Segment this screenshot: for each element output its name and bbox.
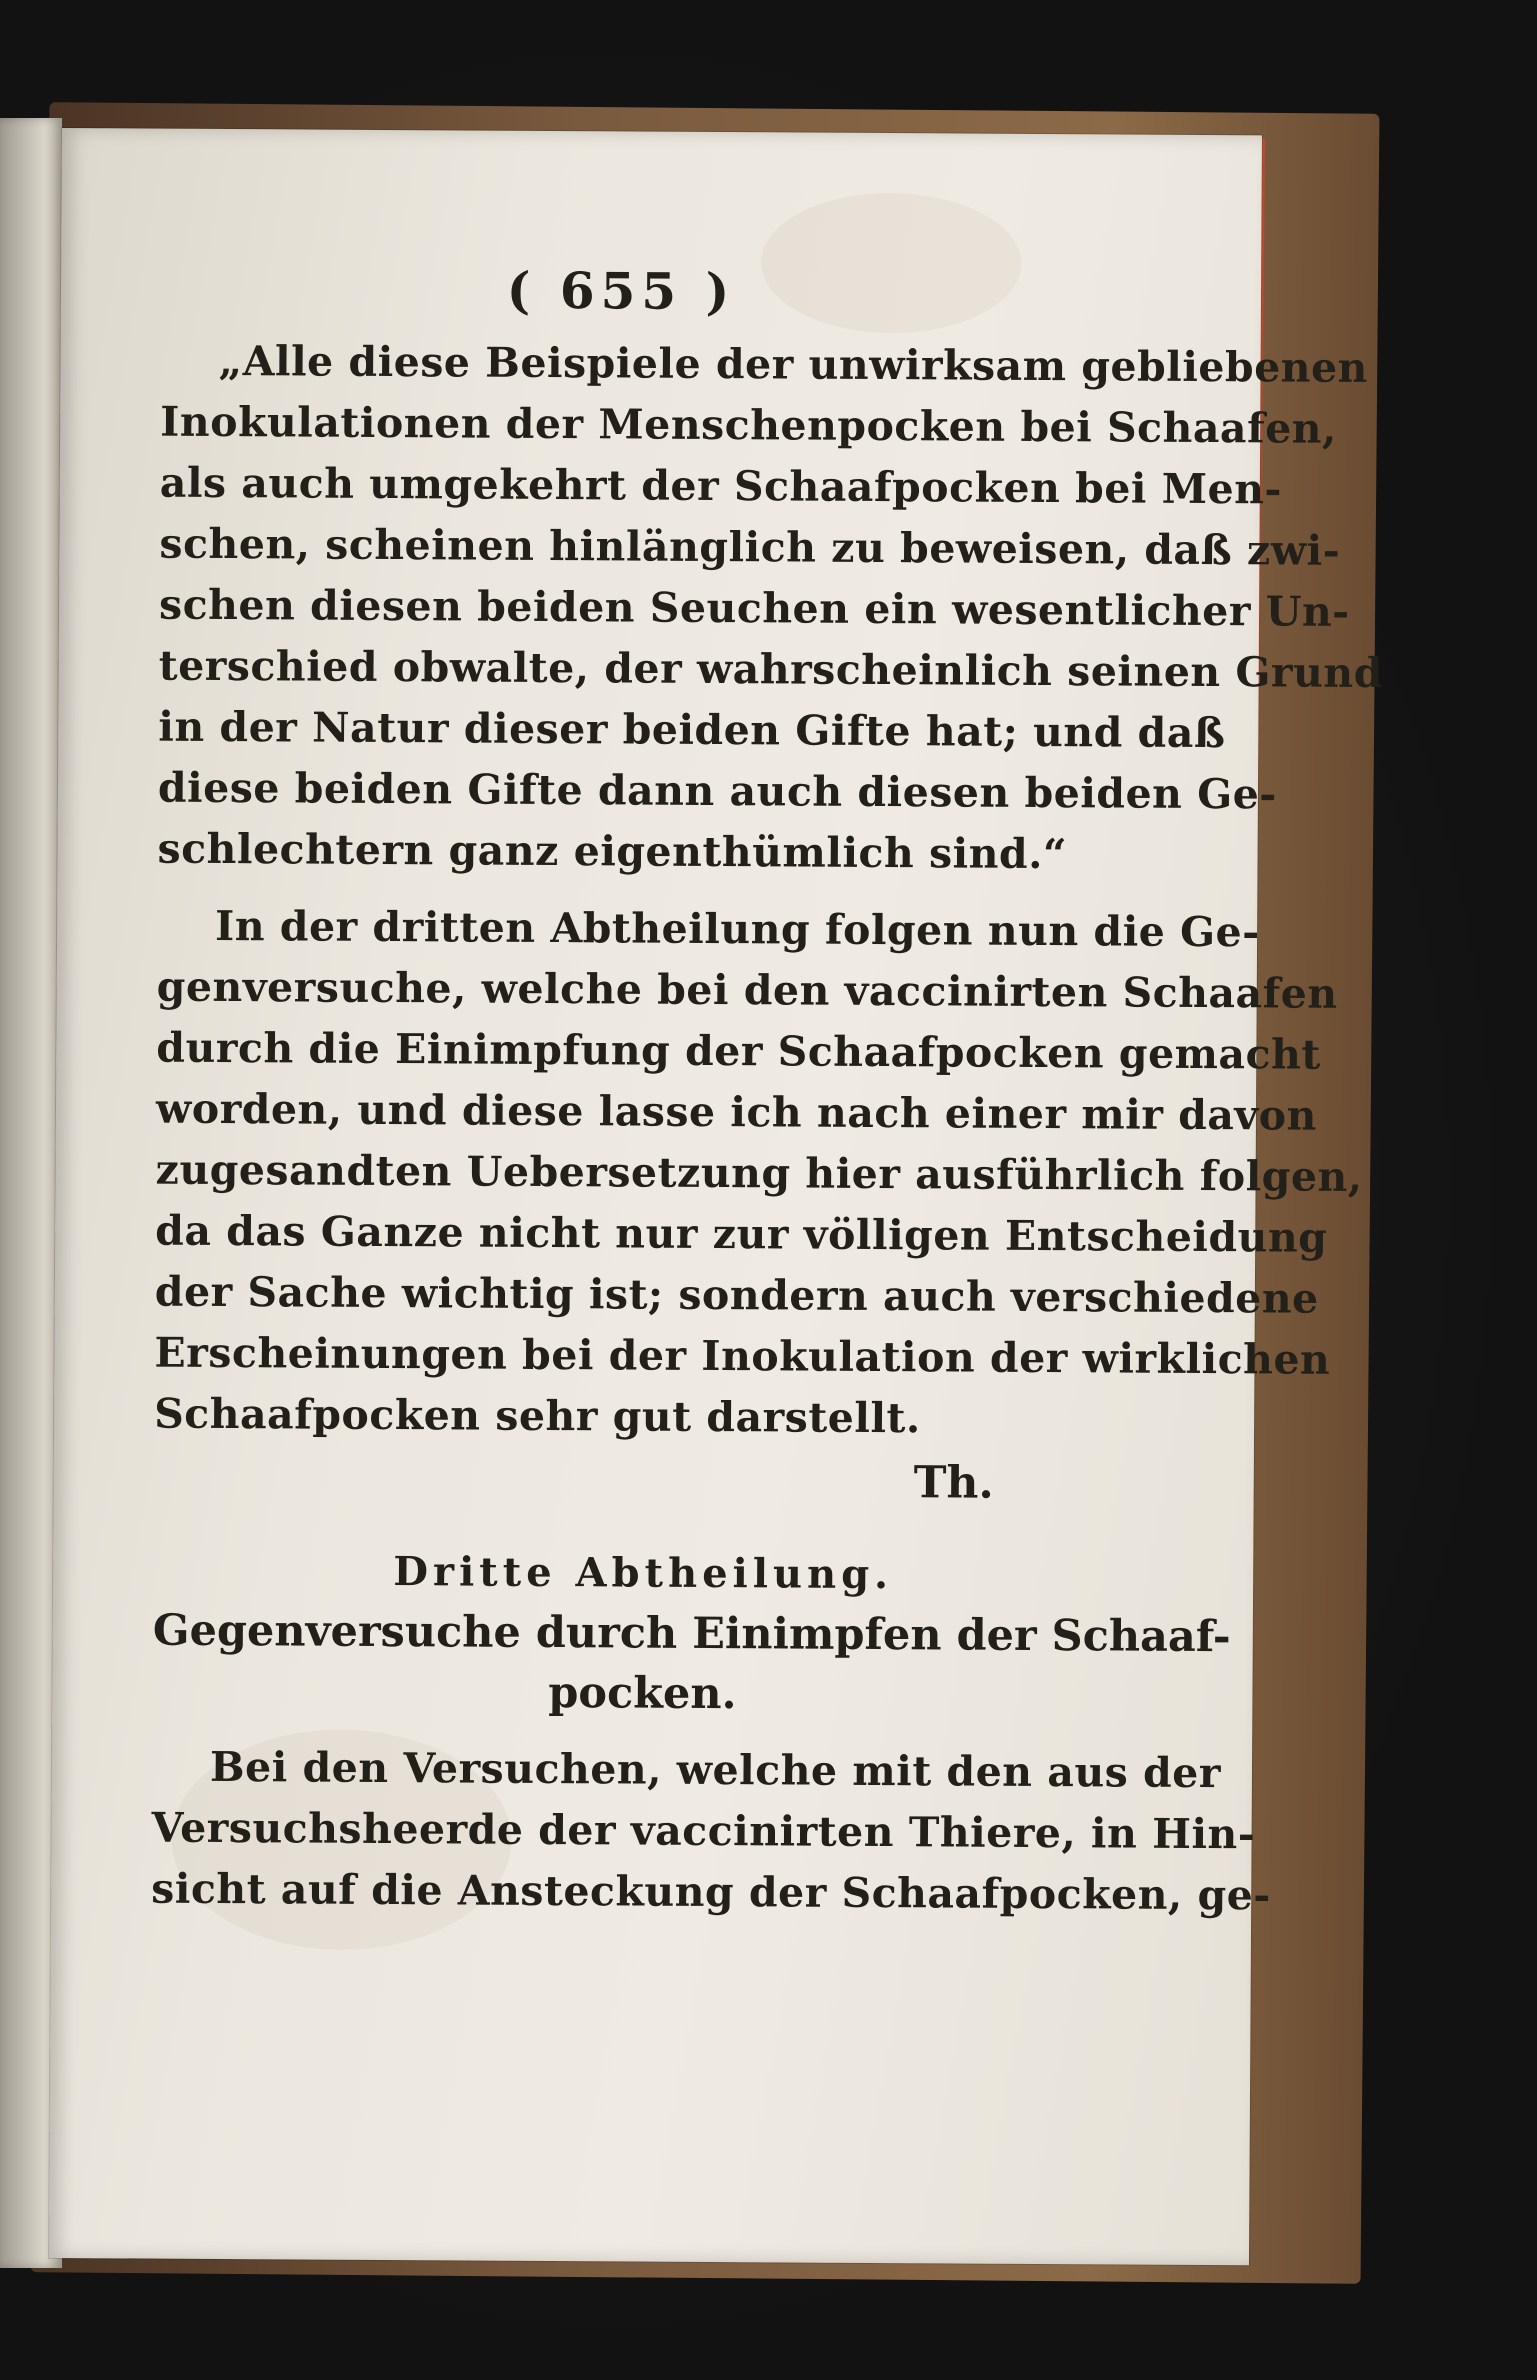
text-line: Versuchsheerde der vaccinirten Thiere, in Hin- xyxy=(151,1803,1256,1859)
body-paragraph xyxy=(154,896,1363,1451)
text-line: schlechtern ganz eigenthümlich sind.“ xyxy=(157,824,1068,879)
text-line: schen diesen beiden Seuchen ein wesentlicher Un- xyxy=(158,580,1350,636)
text-line: durch die Einimpfung der Schaafpocken gemacht xyxy=(156,1023,1321,1079)
page-number: ( 655 ) xyxy=(506,260,736,322)
section-subtitle: Gegenversuche durch Einimpfen der Schaaf- xyxy=(152,1605,1231,1663)
text-line: Schaafpocken sehr gut darstellt. xyxy=(154,1389,921,1443)
text-line: genversuche, welche bei den vaccinirten Schaafen xyxy=(156,962,1338,1018)
text-line: terschied obwalte, der wahrscheinlich seinen Grund xyxy=(158,641,1383,698)
section-title: Dritte Abtheilung. xyxy=(393,1548,894,1599)
text-line: da das Ganze nicht nur zur völligen Entscheidung xyxy=(155,1206,1328,1262)
page-text xyxy=(151,259,1383,1926)
text-line: zugesandten Uebersetzung hier ausführlich folgen, xyxy=(155,1145,1363,1201)
text-line: als auch umgekehrt der Schaafpocken bei Men- xyxy=(159,458,1283,514)
text-line: worden, und diese lasse ich nach einer mir davon xyxy=(155,1084,1318,1140)
text-line: der Sache wichtig ist; sondern auch verschiedene xyxy=(154,1267,1319,1323)
text-line: „Alle diese Beispiele der unwirksam gebliebenen xyxy=(218,336,1369,392)
text-line: Bei den Versuchen, welche mit den aus der xyxy=(209,1742,1222,1798)
text-line: schen, scheinen hinlänglich zu beweisen, daß zwi- xyxy=(159,519,1341,575)
text-line: diese beiden Gifte dann auch diesen beiden Ge- xyxy=(157,763,1277,819)
text-line: sicht auf die Ansteckung der Schaafpocken, ge- xyxy=(151,1864,1271,1920)
section-subtitle: pocken. xyxy=(548,1668,737,1720)
author-signature: Th. xyxy=(913,1457,994,1509)
quote-paragraph xyxy=(157,331,1383,886)
body-paragraph xyxy=(151,1737,1271,1926)
book-page xyxy=(49,128,1383,2265)
text-line: in der Natur dieser beiden Gifte hat; und daß xyxy=(158,702,1226,758)
text-line: In der dritten Abtheilung folgen nun die Ge- xyxy=(214,901,1260,957)
text-line: Erscheinungen bei der Inokulation der wirklichen xyxy=(154,1328,1331,1384)
text-line: Inokulationen der Menschenpocken bei Schaafen, xyxy=(160,397,1338,453)
